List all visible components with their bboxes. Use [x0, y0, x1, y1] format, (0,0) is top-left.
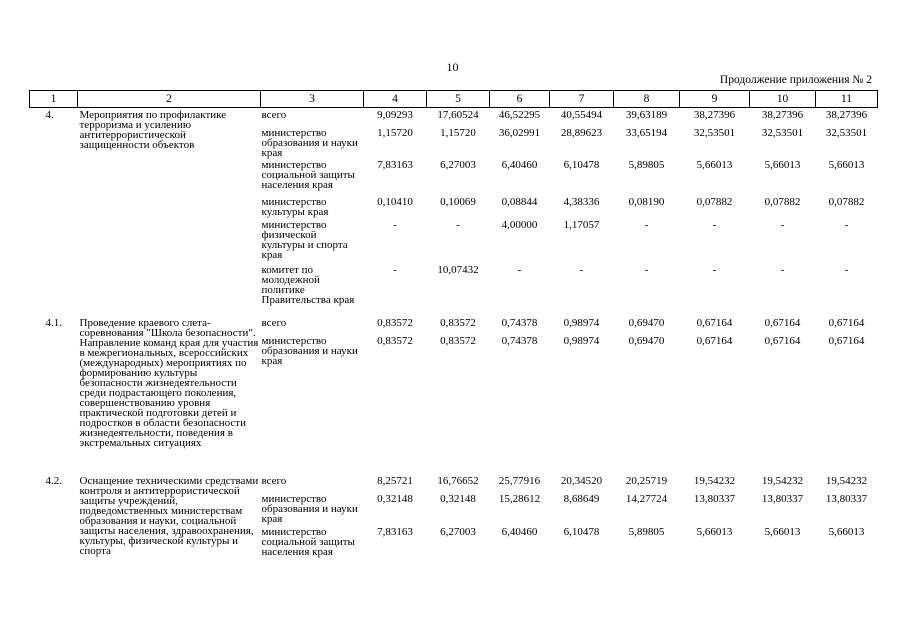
- page-number: 10: [446, 60, 459, 74]
- value-cell: 0,74378: [501, 316, 538, 329]
- item-description: Оснащение техническими средствами контроля и антитеррористической защиты учреждений, подведомственных министерствам образования и науки, социальной защиты населения, здравоохранения, культуры, физической культуры и спорта: [79, 474, 259, 557]
- value-cell: 0,10069: [440, 195, 476, 208]
- value-cell: 28,89623: [560, 126, 603, 139]
- value-cell: 1,15720: [377, 126, 413, 139]
- value-cell: 0,67164: [828, 316, 865, 329]
- value-cell: 15,28612: [498, 492, 541, 505]
- value-cell: 32,53501: [761, 126, 804, 139]
- table-row: [30, 474, 878, 492]
- value-cell: 5,66013: [696, 525, 733, 538]
- value-cell: 32,53501: [693, 126, 736, 139]
- table-row: [30, 108, 878, 126]
- value-cell: -: [644, 218, 649, 231]
- value-cell: 0,67164: [828, 334, 865, 347]
- funding-source: министерство образования и науки края: [261, 126, 358, 159]
- value-cell: 0,32148: [377, 492, 413, 505]
- value-cell: 6,10478: [563, 525, 600, 538]
- value-cell: 5,89805: [628, 158, 665, 171]
- funding-source: комитет по молодежной политике Правительства края: [261, 263, 355, 306]
- value-cell: -: [579, 263, 584, 276]
- value-cell: 5,89805: [628, 525, 665, 538]
- value-cell: 38,27396: [693, 109, 736, 121]
- value-cell: 13,80337: [825, 492, 868, 505]
- value-cell: 38,27396: [761, 109, 804, 121]
- funding-source: всего: [261, 316, 287, 329]
- value-cell: 5,66013: [828, 158, 865, 171]
- value-cell: -: [844, 218, 849, 231]
- value-cell: -: [780, 263, 785, 276]
- value-cell: -: [844, 263, 849, 276]
- value-cell: 0,67164: [764, 316, 801, 329]
- value-cell: 10,07432: [437, 263, 479, 276]
- value-cell: 6,40460: [501, 158, 538, 171]
- funding-source: министерство социальной защиты населения края: [261, 158, 355, 191]
- value-cell: -: [712, 218, 717, 231]
- funding-source: министерство образования и науки края: [261, 334, 358, 367]
- value-cell: 19,54232: [693, 474, 736, 487]
- value-cell: 0,83572: [440, 334, 476, 347]
- value-cell: 0,67164: [696, 316, 733, 329]
- value-cell: 0,67164: [764, 334, 801, 347]
- col-header: 9: [680, 91, 750, 108]
- value-cell: 7,83163: [377, 158, 413, 171]
- value-cell: 0,83572: [377, 334, 413, 347]
- col-header: 3: [261, 91, 364, 108]
- item-description: Проведение краевого слета-соревнования "Школа безопасности". Направление команд края для участия в межрегиональных, всероссийских (международных) мероприятиях по формированию культуры безопасности жизнедеятельности среди подрастающего поколения, совершенствованию уровня практической подготовки детей и подростков в области безопасности жизнедеятельности, поведения в экстремальных ситуациях: [79, 316, 259, 449]
- value-cell: 9,09293: [377, 109, 413, 121]
- value-cell: 0,69470: [628, 334, 665, 347]
- value-cell: 0,83572: [377, 316, 413, 329]
- value-cell: 4,00000: [501, 218, 538, 231]
- value-cell: 0,07882: [696, 195, 733, 208]
- value-cell: 5,66013: [828, 525, 865, 538]
- value-cell: 0,08190: [628, 195, 665, 208]
- value-cell: 5,66013: [764, 158, 801, 171]
- value-cell: -: [393, 263, 397, 276]
- value-cell: 39,63189: [625, 109, 668, 121]
- value-cell: 25,77916: [498, 474, 541, 487]
- value-cell: 0,98974: [563, 316, 600, 329]
- col-header: 8: [614, 91, 680, 108]
- value-cell: 17,60524: [437, 109, 479, 121]
- value-cell: 4,38336: [563, 195, 600, 208]
- value-cell: 0,07882: [828, 195, 865, 208]
- col-header: 10: [750, 91, 816, 108]
- value-cell: 1,15720: [440, 126, 476, 139]
- value-cell: 0,08844: [501, 195, 538, 208]
- value-cell: 32,53501: [825, 126, 868, 139]
- col-header: 5: [427, 91, 490, 108]
- value-cell: 5,66013: [764, 525, 801, 538]
- value-cell: 40,55494: [560, 109, 603, 121]
- col-header: 6: [490, 91, 550, 108]
- value-cell: -: [393, 218, 397, 231]
- value-cell: 20,34520: [560, 474, 603, 487]
- col-header: 1: [30, 91, 78, 108]
- budget-table: [29, 90, 878, 566]
- funding-source: министерство культуры края: [261, 195, 329, 218]
- value-cell: 6,27003: [440, 525, 476, 538]
- funding-source: всего: [261, 474, 287, 487]
- value-cell: 0,07882: [764, 195, 801, 208]
- value-cell: -: [517, 263, 522, 276]
- funding-source: министерство социальной защиты населения края: [261, 525, 355, 558]
- value-cell: 13,80337: [693, 492, 736, 505]
- value-cell: 6,27003: [440, 158, 476, 171]
- value-cell: -: [712, 263, 717, 276]
- col-header: 11: [816, 91, 878, 108]
- value-cell: -: [456, 218, 460, 231]
- col-header: 4: [364, 91, 427, 108]
- value-cell: 8,68649: [563, 492, 600, 505]
- value-cell: 0,83572: [440, 316, 476, 329]
- value-cell: 0,74378: [501, 334, 538, 347]
- value-cell: 6,10478: [563, 158, 600, 171]
- value-cell: 14,27724: [625, 492, 668, 505]
- value-cell: 8,25721: [377, 474, 413, 487]
- continuation-label: Продолжение приложения № 2: [719, 74, 872, 86]
- value-cell: 46,52295: [498, 109, 541, 121]
- value-cell: 5,66013: [696, 158, 733, 171]
- value-cell: 0,98974: [563, 334, 600, 347]
- item-number: 4.1.: [45, 316, 62, 329]
- funding-source: министерство образования и науки края: [261, 492, 358, 525]
- value-cell: 13,80337: [761, 492, 804, 505]
- funding-source: всего: [261, 109, 287, 121]
- value-cell: 7,83163: [377, 525, 413, 538]
- value-cell: 19,54232: [761, 474, 804, 487]
- value-cell: 0,69470: [628, 316, 665, 329]
- item-description: Мероприятия по профилактике терроризма и усилению антитеррористической защищенности объектов: [79, 109, 227, 151]
- col-header: 2: [78, 91, 261, 108]
- col-header: 7: [550, 91, 614, 108]
- header-row: [30, 91, 878, 108]
- value-cell: 19,54232: [825, 474, 868, 487]
- value-cell: 33,65194: [625, 126, 668, 139]
- value-cell: -: [644, 263, 649, 276]
- value-cell: 0,67164: [696, 334, 733, 347]
- value-cell: 38,27396: [825, 109, 868, 121]
- value-cell: 6,40460: [501, 525, 538, 538]
- value-cell: -: [780, 218, 785, 231]
- value-cell: 36,02991: [498, 126, 541, 139]
- value-cell: 1,17057: [563, 218, 600, 231]
- funding-source: министерство физической культуры и спорта края: [261, 218, 348, 261]
- item-number: 4.2.: [45, 474, 62, 487]
- value-cell: 20,25719: [625, 474, 668, 487]
- item-number: 4.: [45, 109, 54, 121]
- table-row: [30, 316, 878, 334]
- value-cell: 16,76652: [437, 474, 479, 487]
- value-cell: 0,10410: [377, 195, 413, 208]
- value-cell: 0,32148: [440, 492, 476, 505]
